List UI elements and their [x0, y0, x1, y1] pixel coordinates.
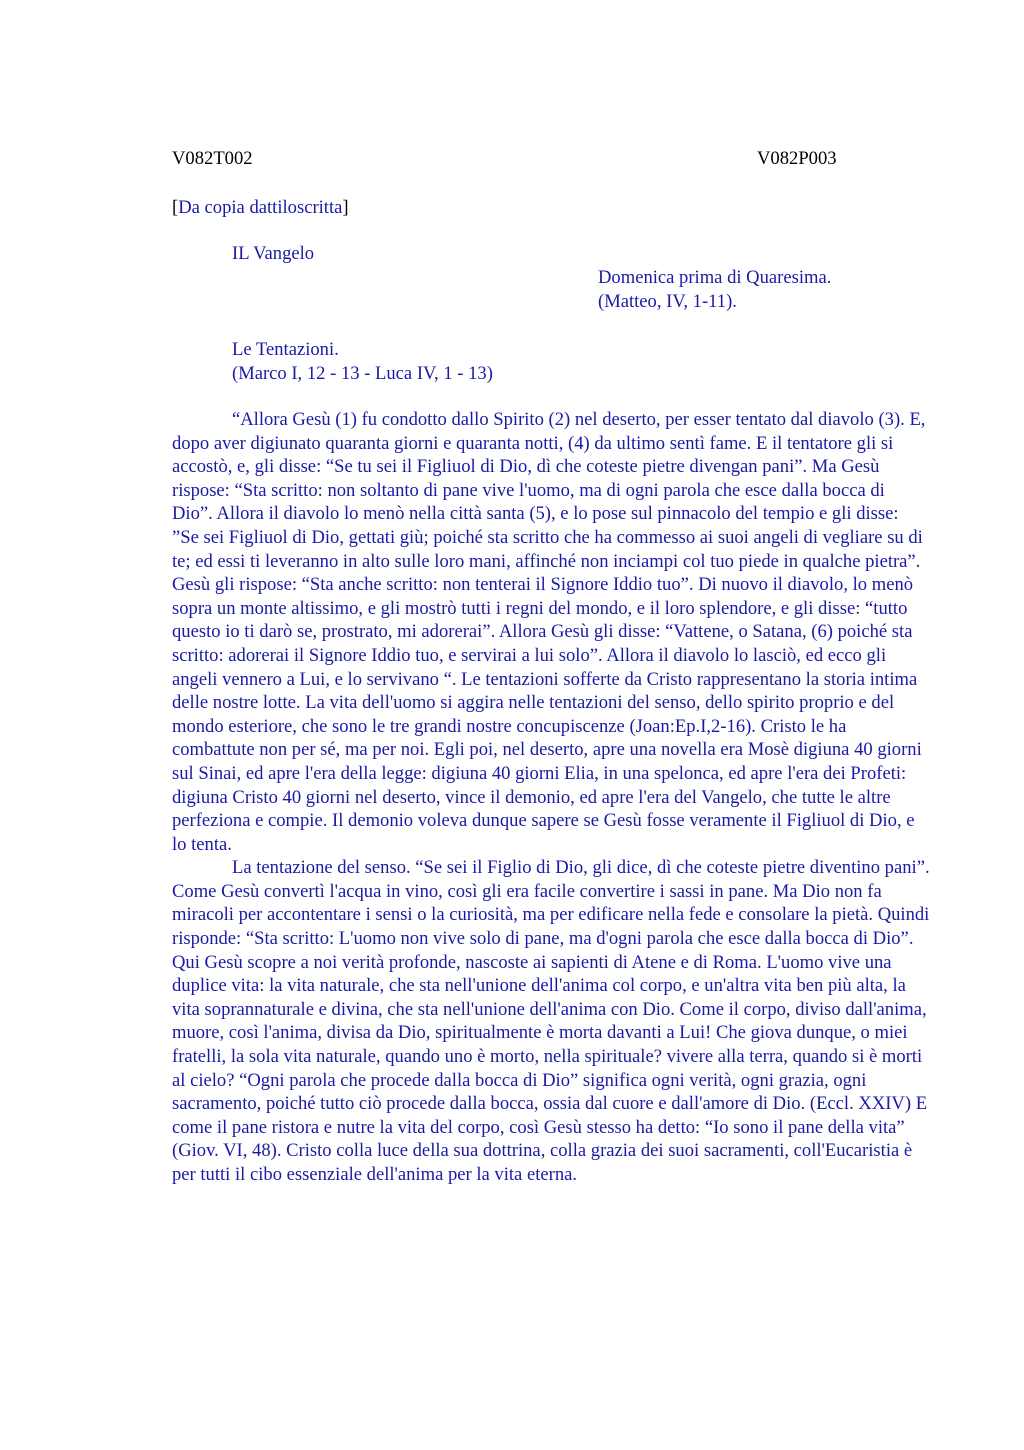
body-text [172, 408, 930, 1187]
document-code-left: V082T002 [172, 148, 253, 169]
source-note-open-bracket: [ [172, 197, 179, 218]
occasion-line-1: Domenica prima di Quaresima. [598, 267, 832, 288]
document-code-right: V082P003 [757, 148, 837, 169]
paragraph: “Allora Gesù (1) fu condotto dallo Spirito (2) nel deserto, per esser tentato dal diavolo (3). E, dopo aver digiunato quaranta giorni e quaranta notti, (4) da ultimo sentì fame. E il tentatore gli si accostò, e, gli disse: “Se tu sei il Figliuol di Dio, dì che coteste pietre divengan pani”. Ma Gesù rispose: “Sta scritto: non soltanto di pane vive l'uomo, ma di ogni parola che esce dalla bocca di Dio”. Allora il diavolo lo menò nella città santa (5), e lo pose sul pinnacolo del tempio e gli disse: ”Se sei Figliuol di Dio, gettati giù; poiché sta scritto che ha commesso ai suoi angeli di vegliare su di te; ed essi ti leveranno in alto sulle loro mani, affinché non inciampi col tuo piede in qualche pietra”. Gesù gli rispose: “Sta anche scritto: non tenterai il Signore Iddio tuo”. Di nuovo il diavolo, lo menò sopra un monte altissimo, e gli mostrò tutti i regni del mondo, e il loro splendore, e gli disse: “tutto questo io ti darò se, prostrato, mi adorerai”. Allora Gesù gli disse: “Vattene, o Satana, (6) poiché sta scritto: adorerai il Signore Iddio tuo, e servirai a lui solo”. Allora il diavolo lo lasciò, ed ecco gli angeli vennero a Lui, e lo servivano “. Le tentazioni sofferte da Cristo rappresentano la storia intima delle nostre lotte. La vita dell'uomo si aggira nelle tentazioni del senso, dello spirito proprio e del mondo esteriore, che sono le tre grandi nostre concupiscenze (Joan:Ep.I,2-16). Cristo le ha combattute non per sé, ma per noi. Egli poi, nel deserto, apre una novella era Mosè digiuna 40 giorni sul Sinai, ed apre l'era della legge: digiuna 40 giorni Elia, in una spelonca, ed apre l'era dei Profeti: digiuna Cristo 40 giorni nel deserto, vince il demonio, ed apre l'era del Vangelo, che tutte le altre perfeziona e compie. Il demonio voleva dunque sapere se Gesù fosse veramente il Figliuol di Dio, e lo tenta. [172, 409, 926, 855]
source-note-close-bracket: ] [342, 197, 349, 218]
occasion-line-2: (Matteo, IV, 1-11). [598, 291, 737, 312]
document-title: IL Vangelo [232, 243, 315, 264]
subtitle-line-1: Le Tentazioni. [232, 339, 339, 360]
source-note [172, 196, 349, 220]
subtitle-line-2: (Marco I, 12 - 13 - Luca IV, 1 - 13) [232, 363, 493, 384]
paragraph: La tentazione del senso. “Se sei il Figlio di Dio, gli dice, dì che coteste pietre diventino pani”. Come Gesù convertì l'acqua in vino, così gli era facile convertire i sassi in pane. Ma Dio non fa miracoli per accontentare i sensi o la curiosità, ma per edificare nella fede e consolare la pietà. Quindi risponde: “Sta scritto: L'uomo non vive solo di pane, ma d'ogni parola che esce dalla bocca di Dio”. Qui Gesù scopre a noi verità profonde, nascoste ai sapienti di Atene e di Roma. L'uomo vive una duplice vita: la vita naturale, che sta nell'unione dell'anima col corpo, e un'altra vita ben più alta, la vita soprannaturale e divina, che sta nell'unione dell'anima con Dio. Come il corpo, diviso dall'anima, muore, così l'anima, divisa da Dio, spiritualmente è morta davanti a Lui! Che giova dunque, o miei fratelli, la sola vita naturale, quando uno è morto, nella spirituale? vivere alla terra, quando si è morti al cielo? “Ogni parola che procede dalla bocca di Dio” significa ogni verità, ogni grazia, ogni sacramento, poiché tutto ciò procede dalla bocca, ossia dal cuore e dall'amore di Dio. (Eccl. XXIV) E come il pane ristora e nutre la vita del corpo, così Gesù stesso ha detto: “Io sono il pane della vita” (Giov. VI, 48). Cristo colla luce della sua dottrina, colla grazia dei suoi sacramenti, coll'Eucaristia è per tutti il cibo essenziale dell'anima per la vita eterna. [172, 857, 930, 1185]
source-note-text: Da copia dattiloscritta [178, 197, 343, 218]
